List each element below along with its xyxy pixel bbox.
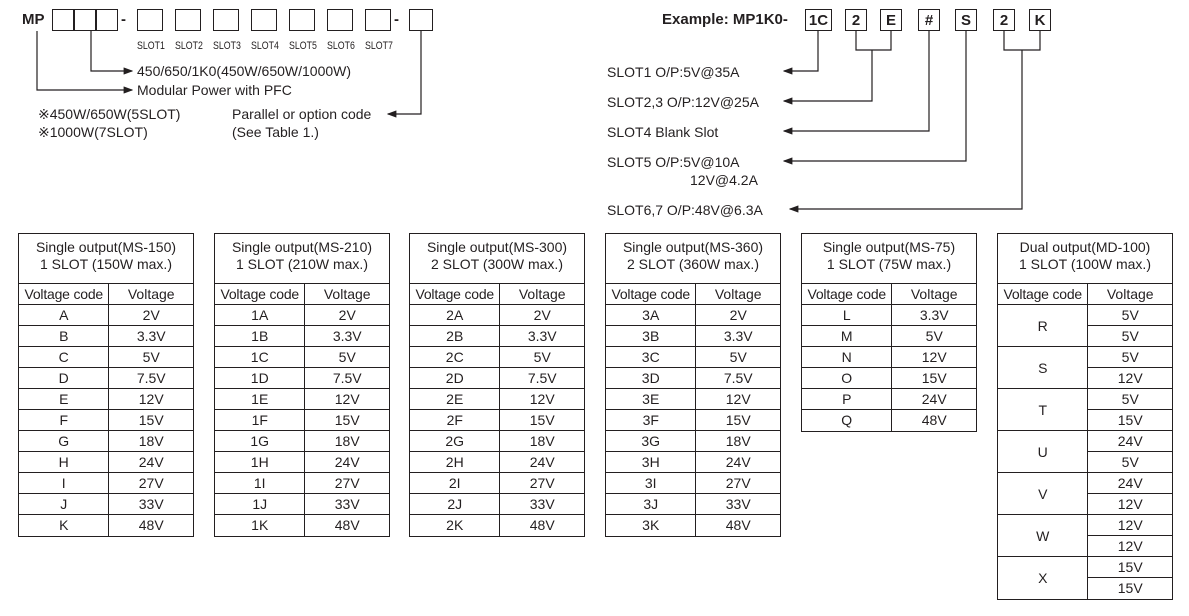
voltage-table-4	[605, 233, 781, 537]
table-title: Dual output(MD-100)	[1019, 239, 1151, 255]
table-row	[215, 431, 389, 452]
voltage-code-cell: T	[998, 389, 1088, 431]
voltage-cell: 5V	[1088, 326, 1172, 347]
parallel-code-text: Parallel or option code	[232, 106, 372, 122]
example-desc-slot5-b: 12V@4.2A	[690, 172, 758, 188]
table-subtitle: 2 SLOT (300W max.)	[430, 256, 563, 272]
table-subtitle: 1 SLOT (210W max.)	[235, 256, 368, 272]
voltage-cell: 2V	[533, 307, 551, 323]
voltage-code-cell: B	[19, 326, 109, 346]
table-row	[606, 452, 780, 473]
voltage-code-cell: 2D	[410, 368, 500, 388]
table-row	[19, 368, 193, 389]
slot-label-3: SLOT3	[213, 40, 241, 52]
voltage-code-cell: 3B	[606, 326, 696, 346]
column-voltage-code: Voltage code	[606, 284, 696, 304]
voltage-code-cell: 1H	[215, 452, 305, 472]
slot-label-2: SLOT2	[175, 40, 203, 52]
voltage-code-cell: 3H	[606, 452, 696, 472]
voltage-cell: 18V	[138, 433, 164, 449]
table-row	[19, 389, 193, 410]
dash-1: -	[121, 11, 126, 28]
line-ex-slot67	[790, 50, 1022, 209]
voltage-cell: 48V	[138, 517, 164, 533]
voltage-code-cell: X	[998, 557, 1088, 599]
voltage-table-dual	[997, 233, 1173, 600]
example-desc-slot1: SLOT1 O/P:5V@35A	[607, 64, 740, 80]
voltage-cell: 5V	[338, 349, 356, 365]
table-row	[19, 347, 193, 368]
note-450-text: ※450W/650W(5SLOT)	[38, 106, 181, 122]
table-row	[606, 368, 780, 389]
voltage-cell: 12V	[1088, 368, 1172, 389]
slot-label-4: SLOT4	[251, 40, 279, 52]
table-row	[606, 410, 780, 431]
voltage-cell: 33V	[334, 496, 360, 512]
table-row	[802, 389, 976, 410]
column-voltage-code: Voltage code	[998, 284, 1088, 304]
voltage-cell: 5V	[142, 349, 160, 365]
voltage-code-cell: 1I	[215, 473, 305, 493]
table-row	[410, 515, 584, 536]
column-voltage: Voltage	[1106, 286, 1154, 302]
voltage-cell: 7.5V	[136, 370, 166, 386]
table-header	[802, 234, 976, 284]
column-voltage: Voltage	[714, 286, 762, 302]
table-header	[215, 234, 389, 284]
voltage-code-cell: R	[998, 305, 1088, 347]
voltage-code-cell: 3E	[606, 389, 696, 409]
slot-label-6: SLOT6	[327, 40, 355, 52]
table-row	[802, 326, 976, 347]
table-header	[19, 234, 193, 284]
column-voltage: Voltage	[910, 286, 958, 302]
voltage-code-cell: K	[19, 515, 109, 536]
voltage-cell: 15V	[1088, 410, 1172, 431]
table-subtitle: 2 SLOT (360W max.)	[626, 256, 759, 272]
line-ex-slot6-drop	[1004, 31, 1040, 50]
voltage-code-cell: A	[19, 305, 109, 325]
voltage-code-cell: 2C	[410, 347, 500, 367]
table-column-header	[998, 284, 1172, 305]
voltage-code-cell: 2H	[410, 452, 500, 472]
voltage-code-cell: E	[19, 389, 109, 409]
voltage-cell: 5V	[1088, 389, 1172, 410]
slot-label-7: SLOT7	[365, 40, 393, 52]
voltage-code-cell: 2G	[410, 431, 500, 451]
voltage-cell: 3.3V	[919, 307, 949, 323]
voltage-cell: 24V	[1088, 473, 1172, 494]
voltage-cell: 27V	[529, 475, 555, 491]
voltage-cell: 33V	[138, 496, 164, 512]
voltage-cell: 15V	[334, 412, 360, 428]
voltage-code-cell: D	[19, 368, 109, 388]
table-row	[19, 431, 193, 452]
voltage-code-cell: F	[19, 410, 109, 430]
voltage-code-cell: 3J	[606, 494, 696, 514]
line-ex-slot2-drop	[856, 31, 891, 50]
line-modular	[37, 31, 132, 90]
table-row	[410, 494, 584, 515]
voltage-code-cell: I	[19, 473, 109, 493]
voltage-cell: 18V	[725, 433, 751, 449]
voltage-cell: 15V	[138, 412, 164, 428]
table-row	[606, 389, 780, 410]
example-desc-slot4: SLOT4 Blank Slot	[607, 124, 719, 140]
table-row	[19, 494, 193, 515]
voltage-cell: 12V	[529, 391, 555, 407]
voltage-code-cell: G	[19, 431, 109, 451]
column-voltage-code: Voltage code	[19, 284, 109, 304]
voltage-cell: 2V	[338, 307, 356, 323]
table-row	[802, 305, 976, 326]
voltage-cell: 3.3V	[136, 328, 166, 344]
column-voltage: Voltage	[323, 286, 371, 302]
table-row	[215, 452, 389, 473]
table-row	[606, 494, 780, 515]
table-header	[606, 234, 780, 284]
table-row	[215, 305, 389, 326]
voltage-code-cell: L	[802, 305, 892, 325]
table-column-header	[19, 284, 193, 305]
voltage-code-cell: S	[998, 347, 1088, 389]
voltage-cell: 33V	[725, 496, 751, 512]
table-header	[410, 234, 584, 284]
slot-label-5: SLOT5	[289, 40, 317, 52]
voltage-cell: 48V	[921, 412, 947, 428]
voltage-code-cell: M	[802, 326, 892, 346]
voltage-code-cell: P	[802, 389, 892, 409]
voltage-cell: 12V	[1088, 515, 1172, 536]
voltage-cell: 48V	[725, 517, 751, 533]
table-row	[215, 410, 389, 431]
example-code-slot1: 1C	[805, 9, 832, 31]
voltage-cell: 24V	[921, 391, 947, 407]
voltage-code-cell: 1E	[215, 389, 305, 409]
example-desc-slot67: SLOT6,7 O/P:48V@6.3A	[607, 202, 763, 218]
voltage-code-cell: 1J	[215, 494, 305, 514]
table-row	[606, 473, 780, 494]
voltage-code-cell: 2K	[410, 515, 500, 536]
voltage-cell: 12V	[334, 391, 360, 407]
voltage-code-cell: 1B	[215, 326, 305, 346]
voltage-cell: 12V	[921, 349, 947, 365]
voltage-code-cell: 1G	[215, 431, 305, 451]
table-row	[19, 452, 193, 473]
voltage-cell: 2V	[729, 307, 747, 323]
voltage-cell: 15V	[1088, 557, 1172, 578]
table-header	[998, 234, 1172, 284]
dash-2: -	[394, 11, 399, 28]
voltage-code-cell: 3G	[606, 431, 696, 451]
voltage-cell: 24V	[725, 454, 751, 470]
table-row	[410, 347, 584, 368]
voltage-code-cell: 3C	[606, 347, 696, 367]
table-subtitle: 1 SLOT (100W max.)	[1018, 256, 1151, 272]
voltage-code-cell: N	[802, 347, 892, 367]
table-row	[215, 473, 389, 494]
voltage-cell: 2V	[142, 307, 160, 323]
voltage-code-cell: 2I	[410, 473, 500, 493]
table-title: Single output(MS-210)	[231, 239, 373, 255]
table-row	[215, 389, 389, 410]
table-row	[19, 410, 193, 431]
table-row	[19, 305, 193, 326]
voltage-cell: 3.3V	[723, 328, 753, 344]
voltage-cell: 12V	[725, 391, 751, 407]
voltage-cell: 7.5V	[332, 370, 362, 386]
voltage-table-3	[409, 233, 585, 537]
voltage-code-cell: 2B	[410, 326, 500, 346]
table-row	[215, 347, 389, 368]
voltage-cell: 15V	[725, 412, 751, 428]
dual-table-body	[998, 305, 1172, 599]
voltage-cell: 5V	[533, 349, 551, 365]
table-title: Single output(MS-75)	[822, 239, 956, 255]
line-power-options	[91, 31, 132, 71]
example-title: Example: MP1K0-	[662, 11, 788, 28]
table-row	[606, 347, 780, 368]
voltage-code-cell: J	[19, 494, 109, 514]
example-code-slot5: S	[955, 9, 977, 31]
voltage-code-cell: W	[998, 515, 1088, 557]
line-ex-slot23	[784, 50, 872, 101]
voltage-code-cell: 3I	[606, 473, 696, 493]
example-code-slot3: E	[880, 9, 902, 31]
table-row	[410, 410, 584, 431]
table-row	[606, 515, 780, 536]
voltage-code-cell: 1C	[215, 347, 305, 367]
voltage-code-cell: 2J	[410, 494, 500, 514]
voltage-cell: 15V	[1117, 580, 1143, 596]
line-parallel	[388, 31, 421, 114]
voltage-cell: 5V	[925, 328, 943, 344]
table-subtitle: 1 SLOT (75W max.)	[826, 256, 952, 272]
table-row	[802, 347, 976, 368]
example-code-slot7: K	[1029, 9, 1051, 31]
table-row	[410, 305, 584, 326]
table-title: Single output(MS-150)	[35, 239, 177, 255]
table-row	[19, 515, 193, 536]
voltage-cell: 3.3V	[527, 328, 557, 344]
voltage-cell: 48V	[529, 517, 555, 533]
voltage-code-cell: H	[19, 452, 109, 472]
voltage-code-cell: Q	[802, 410, 892, 431]
modular-desc-text: Modular Power with PFC	[137, 82, 292, 98]
voltage-code-cell: 1F	[215, 410, 305, 430]
voltage-cell: 12V	[1088, 494, 1172, 515]
voltage-code-cell: 1A	[215, 305, 305, 325]
voltage-cell: 5V	[729, 349, 747, 365]
table-column-header	[215, 284, 389, 305]
voltage-cell: 7.5V	[723, 370, 753, 386]
voltage-cell: 5V	[1088, 452, 1172, 473]
voltage-cell: 27V	[138, 475, 164, 491]
voltage-code-cell: C	[19, 347, 109, 367]
table-row	[215, 368, 389, 389]
voltage-table-1	[18, 233, 194, 537]
voltage-cell: 5V	[1088, 347, 1172, 368]
voltage-cell: 12V	[138, 391, 164, 407]
table-row	[410, 452, 584, 473]
voltage-code-cell: 3F	[606, 410, 696, 430]
example-code-slot4: #	[918, 9, 940, 31]
table-title: Single output(MS-360)	[622, 239, 764, 255]
voltage-table-5	[801, 233, 977, 432]
column-voltage-code: Voltage code	[802, 284, 892, 304]
voltage-cell: 12V	[1088, 536, 1172, 557]
power-options-text: 450/650/1K0(450W/650W/1000W)	[137, 63, 352, 79]
voltage-code-cell: 2A	[410, 305, 500, 325]
voltage-code-cell: 1K	[215, 515, 305, 536]
voltage-cell: 24V	[138, 454, 164, 470]
voltage-cell: 18V	[334, 433, 360, 449]
note-1000-text: ※1000W(7SLOT)	[38, 124, 148, 140]
voltage-cell: 48V	[334, 517, 360, 533]
table-column-header	[606, 284, 780, 305]
column-voltage: Voltage	[127, 286, 175, 302]
voltage-cell: 15V	[921, 370, 947, 386]
voltage-cell: 24V	[529, 454, 555, 470]
voltage-cell: 3.3V	[332, 328, 362, 344]
table-row	[215, 326, 389, 347]
voltage-code-cell: 3K	[606, 515, 696, 536]
table-row	[410, 389, 584, 410]
voltage-code-cell: 3A	[606, 305, 696, 325]
table-row	[802, 410, 976, 431]
voltage-code-cell: 1D	[215, 368, 305, 388]
voltage-cell: 5V	[1088, 305, 1172, 326]
example-desc-slot5-a: SLOT5 O/P:5V@10A	[607, 154, 740, 170]
voltage-code-cell: 2E	[410, 389, 500, 409]
table-row	[802, 368, 976, 389]
voltage-code-cell: V	[998, 473, 1088, 515]
table-subtitle: 1 SLOT (150W max.)	[39, 256, 172, 272]
example-desc-slot23: SLOT2,3 O/P:12V@25A	[607, 94, 759, 110]
table-row	[410, 431, 584, 452]
table-column-header	[802, 284, 976, 305]
voltage-cell: 18V	[529, 433, 555, 449]
table-row	[215, 515, 389, 536]
example-code-slot2: 2	[845, 9, 867, 31]
line-ex-slot1	[784, 31, 818, 71]
table-row	[19, 326, 193, 347]
parallel-see-table-text: (See Table 1.)	[232, 124, 319, 140]
table-row	[215, 494, 389, 515]
voltage-cell: 33V	[529, 496, 555, 512]
table-row	[606, 431, 780, 452]
table-row	[19, 473, 193, 494]
table-row	[410, 368, 584, 389]
voltage-code-cell: 2F	[410, 410, 500, 430]
voltage-code-cell: U	[998, 431, 1088, 473]
voltage-table-2	[214, 233, 390, 537]
voltage-cell: 24V	[334, 454, 360, 470]
table-title: Single output(MS-300)	[426, 239, 568, 255]
voltage-cell: 24V	[1088, 431, 1172, 452]
slot-label-1: SLOT1	[137, 40, 165, 52]
column-voltage-code: Voltage code	[410, 284, 500, 304]
voltage-cell: 27V	[334, 475, 360, 491]
table-row	[410, 326, 584, 347]
voltage-code-cell: 3D	[606, 368, 696, 388]
table-row	[606, 305, 780, 326]
voltage-cell: 27V	[725, 475, 751, 491]
voltage-cell: 7.5V	[527, 370, 557, 386]
table-column-header	[410, 284, 584, 305]
table-row	[606, 326, 780, 347]
column-voltage-code: Voltage code	[215, 284, 305, 304]
example-code-slot6: 2	[993, 9, 1015, 31]
table-row	[410, 473, 584, 494]
voltage-code-cell: O	[802, 368, 892, 388]
column-voltage: Voltage	[518, 286, 566, 302]
prefix-label: MP	[22, 11, 45, 28]
voltage-cell: 15V	[529, 412, 555, 428]
